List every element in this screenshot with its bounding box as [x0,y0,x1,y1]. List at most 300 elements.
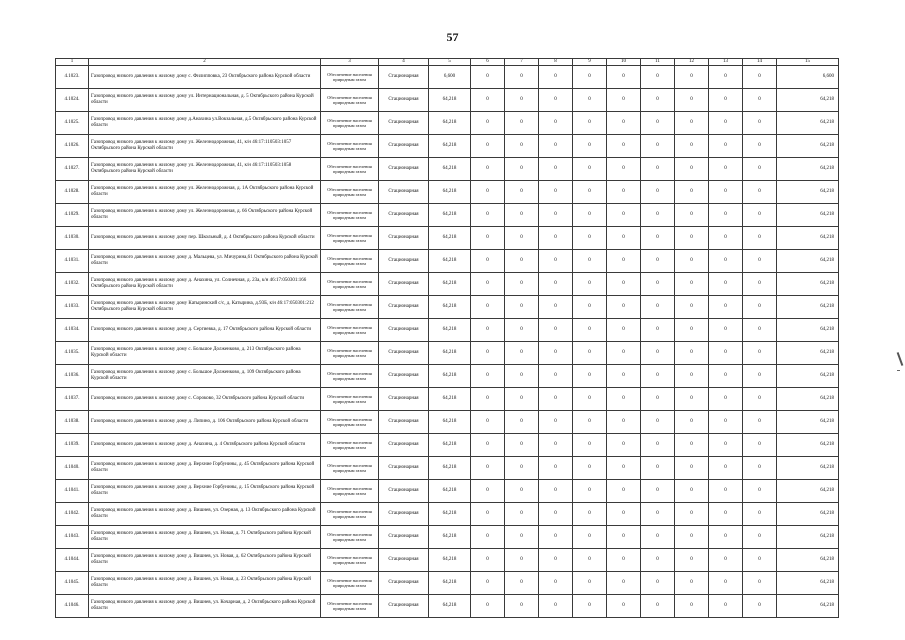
value-col-7-cell: 0 [505,342,539,365]
purpose-cell: Обеспечение населения природным газом [321,181,379,204]
object-name-cell: Газопровод низкого давления к жилому дому с. Сороково, 32 Октябрьского района Курской области [89,388,321,411]
value-col-11-cell: 0 [641,273,675,296]
row-number-cell: 4.1033. [56,296,89,319]
value-col-5-cell: 64,218 [429,411,471,434]
value-col-7-cell: 0 [505,273,539,296]
value-col-8-cell: 0 [539,480,573,503]
value-col-9-cell: 0 [573,365,607,388]
value-col-13-cell: 0 [709,342,743,365]
object-name-cell: Газопровод низкого давления к жилому дому д. Анахина, д. 4 Октябрьского района Курской области [89,434,321,457]
row-number-cell: 4.1038. [56,411,89,434]
value-col-9-cell: 0 [573,66,607,89]
value-col-10-cell: 0 [607,181,641,204]
sector-cell: Стационарная [379,411,429,434]
value-col-7-cell: 0 [505,227,539,250]
value-col-9-cell: 0 [573,388,607,411]
row-number-cell: 4.1040. [56,457,89,480]
object-name-cell: Газопровод низкого давления к жилому дому д. Мальцева, ул. Мичурина,61 Октябрьского района Курской области [89,250,321,273]
table-row [56,227,839,250]
value-col-6-cell: 0 [471,273,505,296]
value-col-8-cell: 0 [539,434,573,457]
value-col-11-cell: 0 [641,549,675,572]
value-col-6-cell: 0 [471,204,505,227]
value-col-13-cell: 0 [709,457,743,480]
row-number-cell: 4.1026. [56,135,89,158]
value-col-13-cell: 0 [709,250,743,273]
value-col-6-cell: 0 [471,181,505,204]
table-row [56,158,839,181]
header-cell: 3 [321,59,379,66]
table-row [56,112,839,135]
purpose-cell: Обеспечение населения природным газом [321,365,379,388]
value-col-5-cell: 64,218 [429,480,471,503]
value-col-12-cell: 0 [675,227,709,250]
value-col-11-cell: 0 [641,319,675,342]
value-col-5-cell: 64,218 [429,227,471,250]
value-col-13-cell: 0 [709,319,743,342]
table-header-row [56,59,839,66]
object-name-cell: Газопровод низкого давления к жилому дому ул. Интернациональная, д. 5 Октябрьского района Курской области [89,89,321,112]
value-col-14-cell: 0 [743,204,777,227]
value-col-9-cell: 0 [573,227,607,250]
value-col-15-cell: 64,218 [777,135,839,158]
value-col-13-cell: 0 [709,181,743,204]
row-number-cell: 4.1032. [56,273,89,296]
row-number-cell: 4.1045. [56,572,89,595]
value-col-10-cell: 0 [607,480,641,503]
row-number-cell: 4.1030. [56,227,89,250]
value-col-10-cell: 0 [607,365,641,388]
value-col-7-cell: 0 [505,411,539,434]
value-col-13-cell: 0 [709,89,743,112]
value-col-6-cell: 0 [471,158,505,181]
purpose-cell: Обеспечение населения природным газом [321,296,379,319]
value-col-9-cell: 0 [573,595,607,618]
value-col-7-cell: 0 [505,204,539,227]
value-col-11-cell: 0 [641,112,675,135]
value-col-13-cell: 0 [709,227,743,250]
value-col-5-cell: 64,218 [429,549,471,572]
value-col-9-cell: 0 [573,250,607,273]
value-col-6-cell: 0 [471,503,505,526]
value-col-15-cell: 64,218 [777,273,839,296]
edge-mark [897,352,904,366]
value-col-13-cell: 0 [709,411,743,434]
header-cell: 5 [429,59,471,66]
value-col-5-cell: 64,218 [429,135,471,158]
value-col-13-cell: 0 [709,595,743,618]
value-col-6-cell: 0 [471,112,505,135]
row-number-cell: 4.1036. [56,365,89,388]
value-col-15-cell: 64,218 [777,365,839,388]
value-col-6-cell: 0 [471,411,505,434]
value-col-13-cell: 0 [709,135,743,158]
value-col-8-cell: 0 [539,503,573,526]
value-col-6-cell: 0 [471,480,505,503]
purpose-cell: Обеспечение населения природным газом [321,480,379,503]
value-col-13-cell: 0 [709,434,743,457]
value-col-14-cell: 0 [743,319,777,342]
value-col-6-cell: 0 [471,549,505,572]
value-col-9-cell: 0 [573,457,607,480]
value-col-8-cell: 0 [539,89,573,112]
value-col-8-cell: 0 [539,273,573,296]
value-col-15-cell: 64,218 [777,503,839,526]
purpose-cell: Обеспечение населения природным газом [321,411,379,434]
value-col-7-cell: 0 [505,595,539,618]
sector-cell: Стационарная [379,365,429,388]
value-col-14-cell: 0 [743,434,777,457]
value-col-10-cell: 0 [607,204,641,227]
value-col-9-cell: 0 [573,342,607,365]
value-col-5-cell: 64,218 [429,273,471,296]
row-number-cell: 4.1025. [56,112,89,135]
value-col-13-cell: 0 [709,66,743,89]
table-row [56,250,839,273]
edge-dot [897,370,900,371]
sector-cell: Стационарная [379,503,429,526]
sector-cell: Стационарная [379,273,429,296]
value-col-14-cell: 0 [743,457,777,480]
sector-cell: Стационарная [379,89,429,112]
value-col-8-cell: 0 [539,365,573,388]
value-col-14-cell: 0 [743,66,777,89]
object-name-cell: Газопровод низкого давления к жилому дому д. Вишнев, ул. Озерная, д. 13 Октябрьского района Курской области [89,503,321,526]
value-col-15-cell: 64,218 [777,480,839,503]
value-col-11-cell: 0 [641,250,675,273]
sector-cell: Стационарная [379,135,429,158]
value-col-7-cell: 0 [505,181,539,204]
value-col-14-cell: 0 [743,549,777,572]
value-col-12-cell: 0 [675,549,709,572]
table-row [56,595,839,618]
value-col-6-cell: 0 [471,89,505,112]
purpose-cell: Обеспечение населения природным газом [321,319,379,342]
value-col-9-cell: 0 [573,549,607,572]
value-col-14-cell: 0 [743,526,777,549]
value-col-6-cell: 0 [471,572,505,595]
value-col-9-cell: 0 [573,503,607,526]
object-name-cell: Газопровод низкого давления к жилому дому с. Большое Долженково, д. 213 Октябрьского района Курской области [89,342,321,365]
purpose-cell: Обеспечение населения природным газом [321,204,379,227]
value-col-12-cell: 0 [675,319,709,342]
header-cell: 14 [743,59,777,66]
object-name-cell: Газопровод низкого давления к жилому дому д. Сергиевка, д. 17 Октябрьского района Курской области [89,319,321,342]
value-col-8-cell: 0 [539,112,573,135]
value-col-7-cell: 0 [505,526,539,549]
value-col-15-cell: 64,218 [777,342,839,365]
object-name-cell: Газопровод низкого давления к жилому дому ул. Железнодорожная, 41, к/н 46:17:110503:1058 Октябрьского района Курской области [89,158,321,181]
object-name-cell: Газопровод низкого давления к жилому дому д. Вишнев, ул. Новая, д. 71 Октябрьского района Курской области [89,526,321,549]
sector-cell: Стационарная [379,66,429,89]
value-col-13-cell: 0 [709,503,743,526]
value-col-15-cell: 64,218 [777,526,839,549]
value-col-8-cell: 0 [539,342,573,365]
value-col-8-cell: 0 [539,526,573,549]
value-col-9-cell: 0 [573,89,607,112]
row-number-cell: 4.1039. [56,434,89,457]
value-col-11-cell: 0 [641,503,675,526]
value-col-10-cell: 0 [607,434,641,457]
value-col-11-cell: 0 [641,572,675,595]
value-col-9-cell: 0 [573,204,607,227]
value-col-12-cell: 0 [675,503,709,526]
sector-cell: Стационарная [379,526,429,549]
object-name-cell: Газопровод низкого давления к жилому дому д. Вишнев, ул. Новая, д. 62 Октябрьского района Курской области [89,549,321,572]
row-number-cell: 4.1029. [56,204,89,227]
table-row [56,411,839,434]
value-col-9-cell: 0 [573,158,607,181]
object-name-cell: Газопровод низкого давления к жилому дому с. Большое Долженково, д. 109 Октябрьского района Курской области [89,365,321,388]
value-col-14-cell: 0 [743,572,777,595]
value-col-13-cell: 0 [709,112,743,135]
table-row [56,480,839,503]
sector-cell: Стационарная [379,388,429,411]
purpose-cell: Обеспечение населения природным газом [321,434,379,457]
sector-cell: Стационарная [379,457,429,480]
value-col-5-cell: 64,218 [429,457,471,480]
value-col-11-cell: 0 [641,227,675,250]
value-col-15-cell: 64,218 [777,227,839,250]
value-col-13-cell: 0 [709,296,743,319]
value-col-7-cell: 0 [505,388,539,411]
table-row [56,66,839,89]
object-name-cell: Газопровод низкого давления к жилому дому пер. Школьный, д. 4 Октябрьского района Курской области [89,227,321,250]
value-col-10-cell: 0 [607,296,641,319]
value-col-10-cell: 0 [607,342,641,365]
value-col-8-cell: 0 [539,296,573,319]
sector-cell: Стационарная [379,480,429,503]
value-col-7-cell: 0 [505,480,539,503]
value-col-5-cell: 64,218 [429,181,471,204]
value-col-12-cell: 0 [675,89,709,112]
header-cell: 6 [471,59,505,66]
value-col-11-cell: 0 [641,388,675,411]
value-col-11-cell: 0 [641,365,675,388]
object-name-cell: Газопровод низкого давления к жилому дому ул. Железнодорожная, д. 66 Октябрьского района Курской области [89,204,321,227]
purpose-cell: Обеспечение населения природным газом [321,526,379,549]
value-col-10-cell: 0 [607,227,641,250]
value-col-10-cell: 0 [607,112,641,135]
value-col-12-cell: 0 [675,526,709,549]
value-col-12-cell: 0 [675,342,709,365]
row-number-cell: 4.1034. [56,319,89,342]
value-col-10-cell: 0 [607,411,641,434]
value-col-12-cell: 0 [675,480,709,503]
value-col-12-cell: 0 [675,365,709,388]
value-col-13-cell: 0 [709,480,743,503]
value-col-12-cell: 0 [675,273,709,296]
value-col-15-cell: 64,218 [777,112,839,135]
value-col-8-cell: 0 [539,319,573,342]
sector-cell: Стационарная [379,342,429,365]
purpose-cell: Обеспечение населения природным газом [321,457,379,480]
value-col-9-cell: 0 [573,526,607,549]
table-row [56,388,839,411]
table-row [56,342,839,365]
value-col-15-cell: 64,218 [777,434,839,457]
row-number-cell: 4.1023. [56,66,89,89]
value-col-15-cell: 6,600 [777,66,839,89]
value-col-5-cell: 64,218 [429,158,471,181]
value-col-9-cell: 0 [573,434,607,457]
table-row [56,135,839,158]
value-col-15-cell: 64,218 [777,250,839,273]
sector-cell: Стационарная [379,549,429,572]
value-col-14-cell: 0 [743,250,777,273]
purpose-cell: Обеспечение населения природным газом [321,572,379,595]
value-col-7-cell: 0 [505,572,539,595]
purpose-cell: Обеспечение населения природным газом [321,112,379,135]
row-number-cell: 4.1043. [56,526,89,549]
value-col-7-cell: 0 [505,434,539,457]
value-col-15-cell: 64,218 [777,89,839,112]
object-name-cell: Газопровод низкого давления к жилому дому д. Липино, д. 106 Октябрьского района Курской области [89,411,321,434]
table-row [56,319,839,342]
value-col-11-cell: 0 [641,89,675,112]
value-col-9-cell: 0 [573,480,607,503]
value-col-13-cell: 0 [709,158,743,181]
object-name-cell: Газопровод низкого давления к жилому дому д. Анахина, ул. Солнечная, д. 23а, к/н 46:17:050301:166 Октябрьского района Курской области [89,273,321,296]
value-col-13-cell: 0 [709,549,743,572]
value-col-8-cell: 0 [539,595,573,618]
value-col-11-cell: 0 [641,411,675,434]
value-col-14-cell: 0 [743,112,777,135]
value-col-15-cell: 64,218 [777,319,839,342]
value-col-5-cell: 64,218 [429,434,471,457]
value-col-5-cell: 64,218 [429,296,471,319]
value-col-6-cell: 0 [471,526,505,549]
value-col-13-cell: 0 [709,204,743,227]
value-col-10-cell: 0 [607,457,641,480]
header-cell: 8 [539,59,573,66]
table-row [56,89,839,112]
value-col-15-cell: 64,218 [777,158,839,181]
value-col-5-cell: 64,218 [429,503,471,526]
value-col-6-cell: 0 [471,365,505,388]
value-col-9-cell: 0 [573,273,607,296]
value-col-14-cell: 0 [743,411,777,434]
value-col-10-cell: 0 [607,526,641,549]
object-name-cell: Газопровод низкого давления к жилому дому с. Филипповка, 23 Октябрьского района Курской области [89,66,321,89]
value-col-15-cell: 64,218 [777,296,839,319]
value-col-8-cell: 0 [539,135,573,158]
purpose-cell: Обеспечение населения природным газом [321,549,379,572]
header-cell: 1 [56,59,89,66]
value-col-8-cell: 0 [539,158,573,181]
value-col-15-cell: 64,218 [777,595,839,618]
purpose-cell: Обеспечение населения природным газом [321,227,379,250]
value-col-12-cell: 0 [675,135,709,158]
value-col-11-cell: 0 [641,135,675,158]
value-col-8-cell: 0 [539,388,573,411]
value-col-13-cell: 0 [709,388,743,411]
value-col-10-cell: 0 [607,158,641,181]
table-row [56,457,839,480]
value-col-7-cell: 0 [505,296,539,319]
value-col-11-cell: 0 [641,181,675,204]
sector-cell: Стационарная [379,319,429,342]
value-col-15-cell: 64,218 [777,204,839,227]
value-col-11-cell: 0 [641,342,675,365]
value-col-6-cell: 0 [471,135,505,158]
value-col-11-cell: 0 [641,66,675,89]
header-cell: 9 [573,59,607,66]
value-col-14-cell: 0 [743,480,777,503]
value-col-5-cell: 64,218 [429,250,471,273]
value-col-14-cell: 0 [743,342,777,365]
value-col-10-cell: 0 [607,89,641,112]
value-col-14-cell: 0 [743,503,777,526]
value-col-11-cell: 0 [641,434,675,457]
value-col-5-cell: 64,218 [429,388,471,411]
value-col-11-cell: 0 [641,158,675,181]
value-col-8-cell: 0 [539,66,573,89]
value-col-7-cell: 0 [505,503,539,526]
object-name-cell: Газопровод низкого давления к жилому дому д. Верхние Горбунины, д. 15 Октябрьского района Курской области [89,480,321,503]
value-col-5-cell: 64,218 [429,112,471,135]
row-number-cell: 4.1024. [56,89,89,112]
object-name-cell: Газопровод низкого давления к жилому дому д. Верхние Горбунины, д. 45 Октябрьского района Курской области [89,457,321,480]
page-number: 57 [446,30,459,44]
value-col-15-cell: 64,218 [777,457,839,480]
value-col-13-cell: 0 [709,365,743,388]
row-number-cell: 4.1027. [56,158,89,181]
value-col-14-cell: 0 [743,181,777,204]
table-row [56,181,839,204]
purpose-cell: Обеспечение населения природным газом [321,388,379,411]
purpose-cell: Обеспечение населения природным газом [321,342,379,365]
value-col-5-cell: 64,218 [429,365,471,388]
row-number-cell: 4.1035. [56,342,89,365]
value-col-10-cell: 0 [607,572,641,595]
value-col-8-cell: 0 [539,181,573,204]
value-col-6-cell: 0 [471,434,505,457]
object-name-cell: Газопровод низкого давления к жилому дому д. Вишнев, ул. Новая, д. 23 Октябрьского района Курской области [89,572,321,595]
value-col-14-cell: 0 [743,273,777,296]
value-col-11-cell: 0 [641,480,675,503]
row-number-cell: 4.1031. [56,250,89,273]
header-cell: 15 [777,59,839,66]
value-col-13-cell: 0 [709,273,743,296]
value-col-10-cell: 0 [607,595,641,618]
purpose-cell: Обеспечение населения природным газом [321,135,379,158]
row-number-cell: 4.1044. [56,549,89,572]
purpose-cell: Обеспечение населения природным газом [321,503,379,526]
value-col-8-cell: 0 [539,411,573,434]
row-number-cell: 4.1041. [56,480,89,503]
table-row [56,434,839,457]
value-col-6-cell: 0 [471,250,505,273]
value-col-15-cell: 64,218 [777,549,839,572]
value-col-8-cell: 0 [539,204,573,227]
table-row [56,204,839,227]
value-col-12-cell: 0 [675,112,709,135]
row-number-cell: 4.1028. [56,181,89,204]
value-col-13-cell: 0 [709,572,743,595]
value-col-15-cell: 64,218 [777,181,839,204]
table-row [56,365,839,388]
sector-cell: Стационарная [379,595,429,618]
sector-cell: Стационарная [379,572,429,595]
value-col-14-cell: 0 [743,135,777,158]
table-row [56,296,839,319]
value-col-5-cell: 64,218 [429,319,471,342]
sector-cell: Стационарная [379,296,429,319]
header-cell: 12 [675,59,709,66]
header-cell: 13 [709,59,743,66]
value-col-11-cell: 0 [641,526,675,549]
